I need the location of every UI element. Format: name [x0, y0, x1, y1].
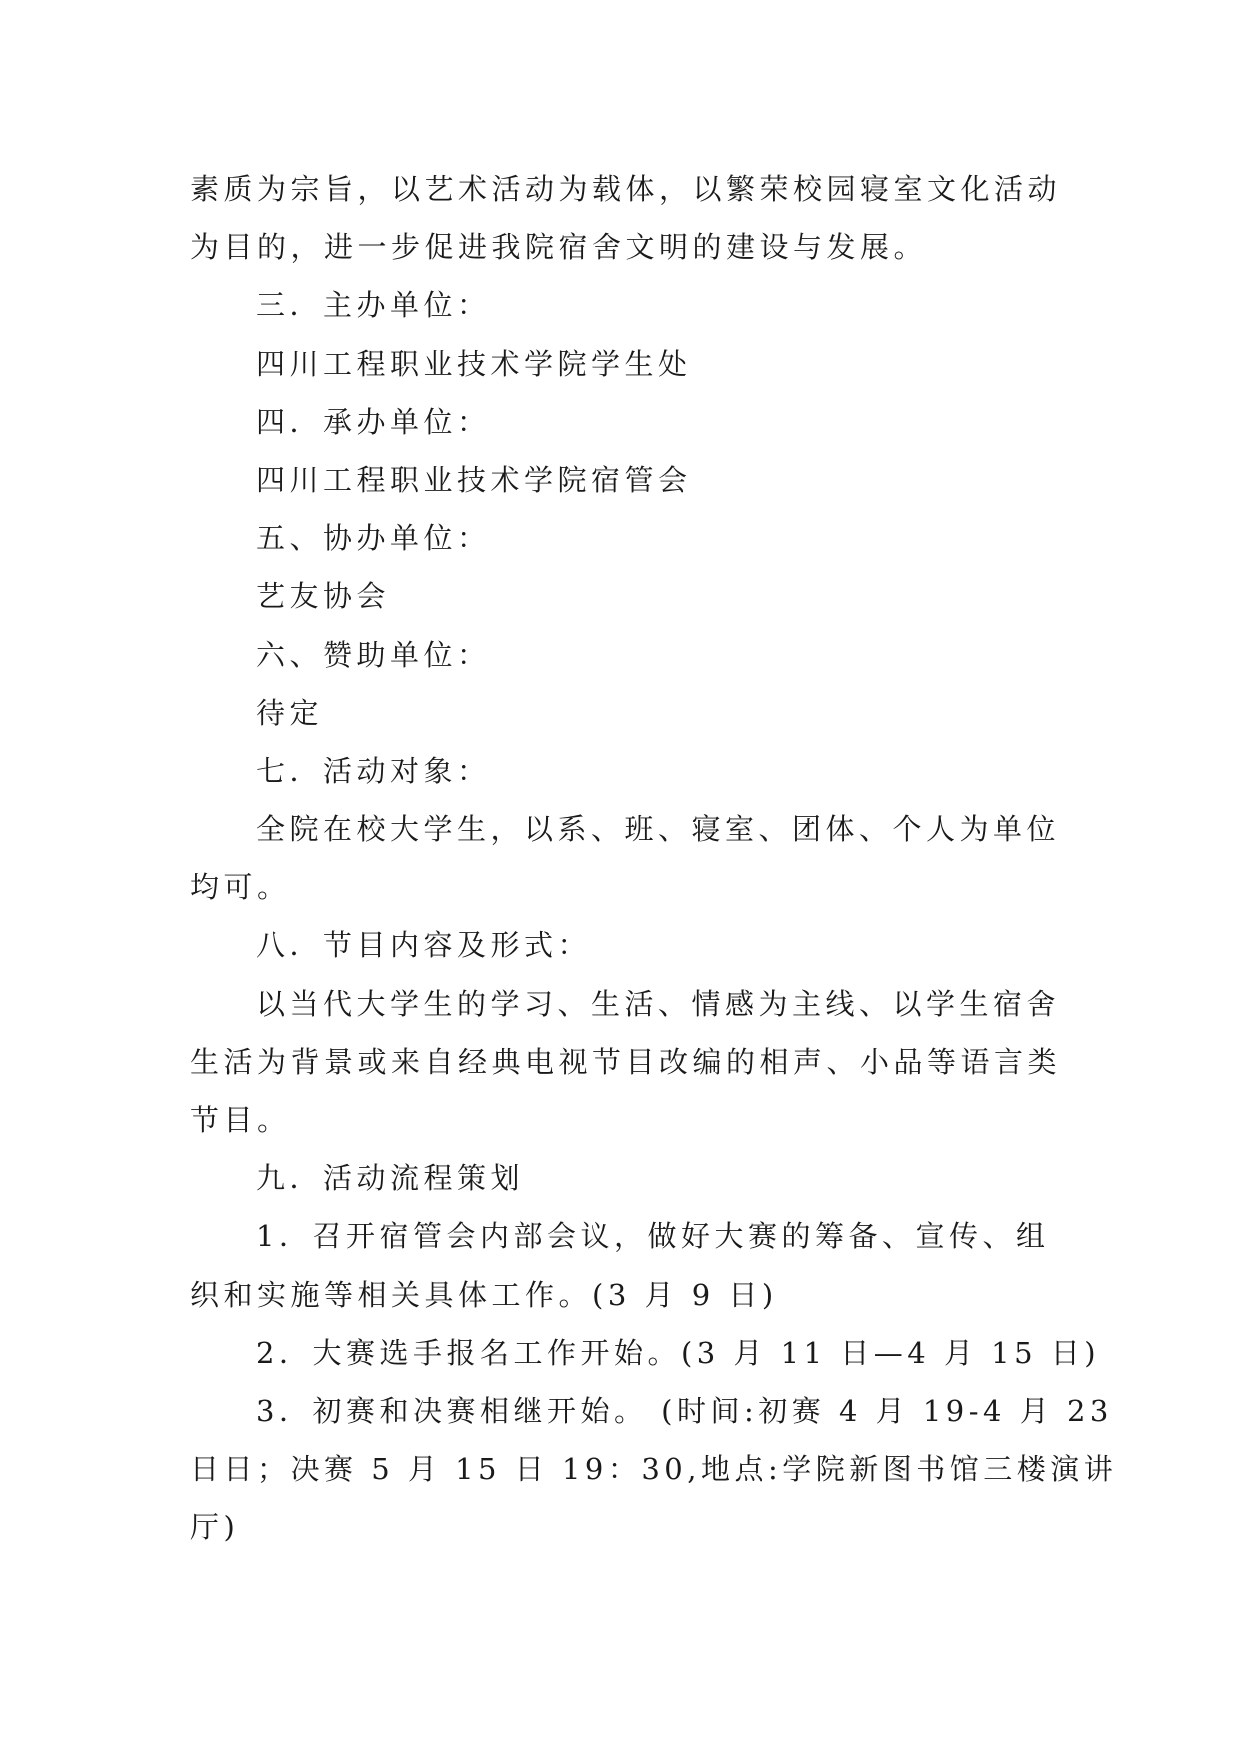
paragraph-line: 节目。 [190, 1103, 291, 1137]
section-heading: 九．活动流程策划 [256, 1161, 525, 1196]
section-heading: 八．节目内容及形式： [256, 928, 592, 963]
paragraph-line: 四川工程职业技术学院学生处 [256, 346, 692, 381]
list-item-continuation: 厅) [190, 1510, 240, 1545]
paragraph-line: 四川工程职业技术学院宿管会 [256, 462, 692, 497]
section-heading: 四．承办单位： [256, 404, 491, 439]
paragraph-line: 待定 [256, 695, 324, 730]
paragraph-line: 生活为背景或来自经典电视节目改编的相声、小品等语言类 [190, 1044, 1062, 1079]
paragraph-line: 全院在校大学生，以系、班、寝室、团体、个人为单位 [256, 812, 1061, 847]
list-item: 2．大赛选手报名工作开始。(3 月 11 日—4 月 15 日) [256, 1335, 1101, 1370]
section-heading: 六、赞助单位： [256, 637, 491, 672]
section-heading: 三．主办单位： [256, 288, 491, 323]
section-heading: 五、协办单位： [256, 521, 491, 556]
paragraph-line: 均可。 [190, 870, 291, 905]
list-item: 1．召开宿管会内部会议，做好大赛的筹备、宣传、组 [256, 1219, 1050, 1254]
list-item-continuation: 织和实施等相关具体工作。(3 月 9 日) [190, 1277, 778, 1312]
document-body [190, 160, 1118, 1557]
paragraph-line: 为目的，进一步促进我院宿舍文明的建设与发展。 [190, 230, 928, 265]
list-item-continuation: 日日；决赛 5 月 15 日 19：30,地点:学院新图书馆三楼演讲 [190, 1452, 1118, 1487]
section-heading: 七．活动对象： [256, 753, 491, 788]
list-item: 3．初赛和决赛相继开始。 (时间:初赛 4 月 19-4 月 23 [256, 1393, 1113, 1428]
paragraph-line: 以当代大学生的学习、生活、情感为主线、以学生宿舍 [256, 986, 1061, 1021]
paragraph-line: 素质为宗旨，以艺术活动为载体，以繁荣校园寝室文化活动 [190, 172, 1062, 206]
paragraph-line: 艺友协会 [256, 579, 391, 614]
